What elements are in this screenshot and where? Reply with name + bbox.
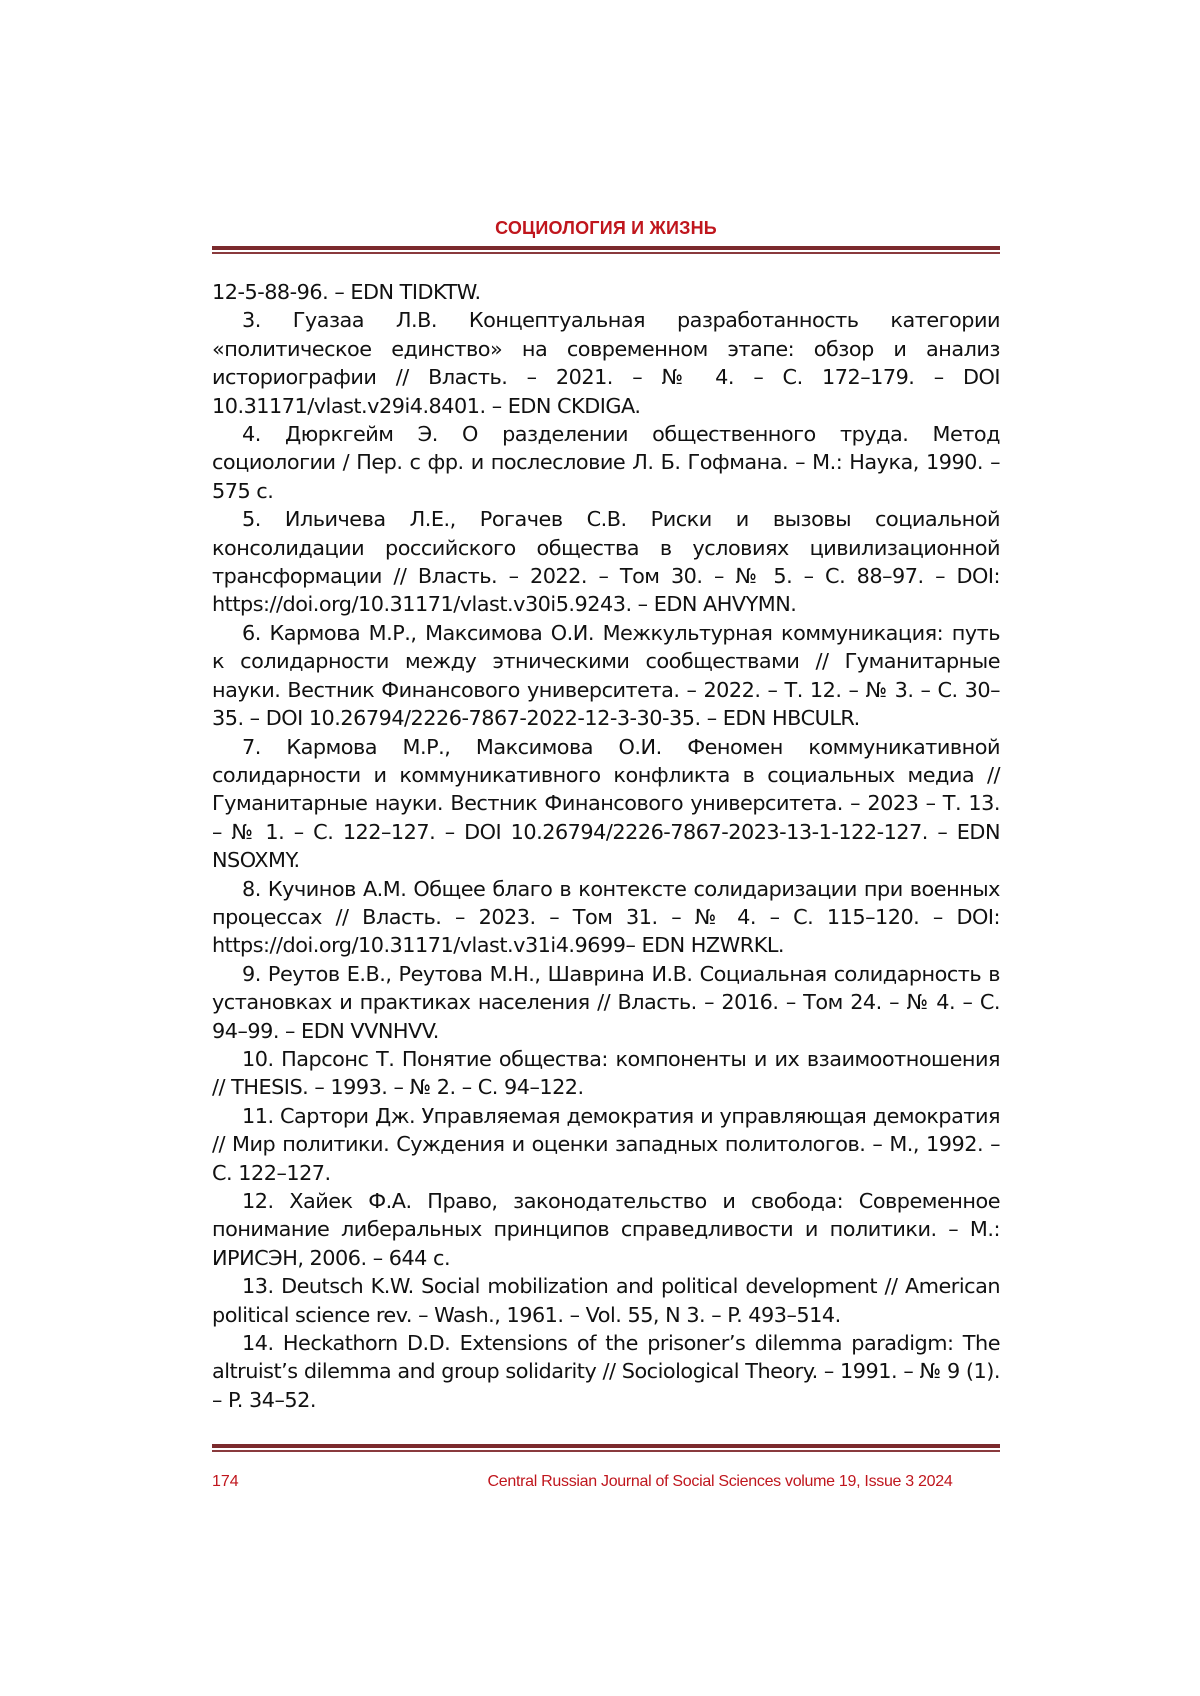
reference-list — [212, 278, 1000, 1414]
reference-item-12: 12. Хайек Ф.А. Право, законодательство и свобода: Современное понимание либеральных принципов справедливости и политики. – М.: ИРИСЭН, 2006. – 644 с. — [212, 1189, 1000, 1270]
header-rule — [212, 246, 1000, 254]
reference-continuation: 12-5-88-96. – EDN TIDKTW. — [212, 280, 481, 304]
reference-item-4: 4. Дюркгейм Э. О разделении общественного труда. Метод социологии / Пер. с фр. и послесловие Л. Б. Гофмана. – М.: Наука, 1990. – 575 с. — [212, 422, 1000, 503]
reference-item-9: 9. Реутов Е.В., Реутова М.Н., Шаврина И.В. Социальная солидарность в установках и практиках населения // Власть. – 2016. – Том 24. – № 4. – С. 94–99. – EDN VVNHVV. — [212, 961, 1000, 1043]
reference-item-8: 8. Кучинов А.М. Общее благо в контексте солидаризации при военных процессах // Власть. – 2023. – Том 31. – № 4. – С. 115–120. – DOI: https://doi.org/10.31171/vlast.v31i4.9699– EDN HZWRKL. — [212, 876, 1000, 958]
reference-item-11: 11. Сартори Дж. Управляемая демократия и управляющая демократия // Мир политики. Суждения и оценки западных политологов. – М., 1992. – С. 122–127. — [212, 1103, 1000, 1185]
page-number: 174 — [212, 1473, 239, 1490]
reference-item-3: 3. Гуазаа Л.В. Концептуальная разработанность категории «политическое единство» на современном этапе: обзор и анализ историографии // Власть. – 2021. – № 4. – С. 172–179. – DOI 10.31171/vlast.v29i4.8401. – EDN CKDIGA. — [212, 308, 1000, 418]
running-title: СОЦИОЛОГИЯ И ЖИЗНЬ — [495, 218, 717, 238]
reference-item-10: 10. Парсонс Т. Понятие общества: компоненты и их взаимоотношения // THESIS. – 1993. – № 2. – С. 94–122. — [212, 1046, 1000, 1100]
footer-rule — [212, 1444, 1000, 1452]
reference-item-14: 14. Heckathorn D.D. Extensions of the prisoner’s dilemma paradigm: The altruist’s dilemma and group solidarity // Sociological Theory. – 1991. – № 9 (1). – P. 34–52. — [212, 1331, 1000, 1412]
reference-item-13: 13. Deutsch K.W. Social mobilization and political development // American political science rev. – Wash., 1961. – Vol. 55, N 3. – P. 493–514. — [212, 1274, 1000, 1327]
journal-footer: Central Russian Journal of Social Sciences volume 19, Issue 3 2024 — [487, 1473, 953, 1490]
reference-item-6: 6. Кармова М.Р., Максимова О.И. Межкультурная коммуникация: путь к солидарности между этническими сообществами // Гуманитарные науки. Вестник Финансового университета. – 2022. – Т. 12. – № 3. – С. 30–35. – DOI 10.26794/2226-7867-2022-12-3-30-35. – EDN HBCULR. — [212, 620, 1000, 731]
reference-item-7: 7. Кармова М.Р., Максимова О.И. Феномен коммуникативной солидарности и коммуникативного конфликта в социальных медиа // Гуманитарные науки. Вестник Финансового университета. – 2023 – Т. 13. – № 1. – С. 122–127. – DOI 10.26794/2226-7867-2023-13-1-122-127. – EDN NSOXMY. — [212, 734, 1000, 873]
reference-item-5: 5. Ильичева Л.Е., Рогачев С.В. Риски и вызовы социальной консолидации российского общества в условиях цивилизационной трансформации // Власть. – 2022. – Том 30. – № 5. – С. 88–97. – DOI: https://doi.org/10.31171/vlast.v30i5.9243. – EDN AHVYMN. — [212, 507, 1000, 617]
